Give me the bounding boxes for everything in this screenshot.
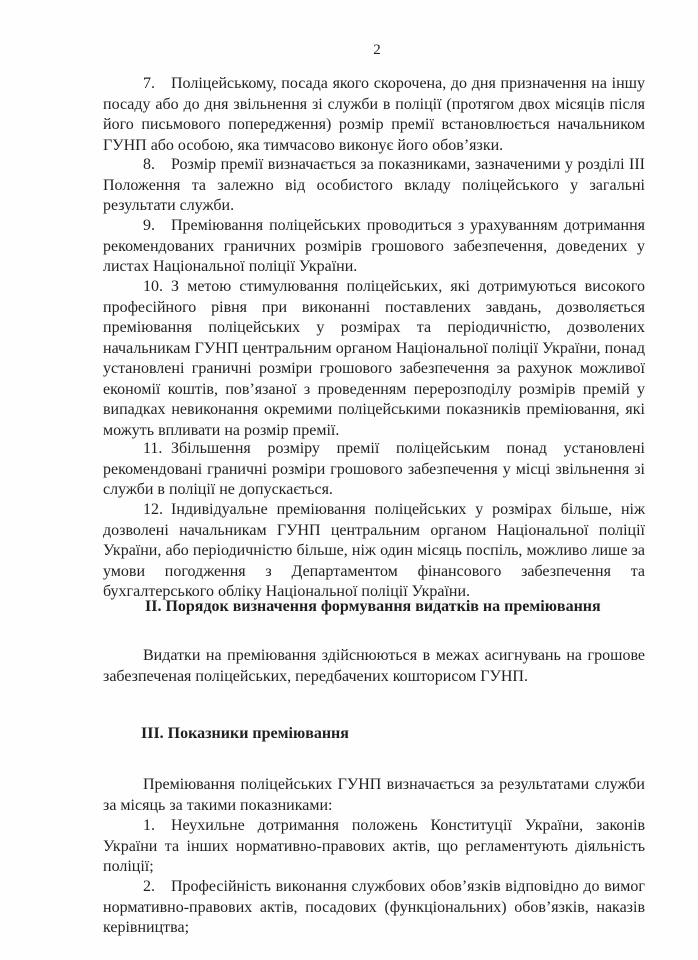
paragraph-item-7 [103,74,645,156]
section-3-intro: Преміювання поліцейських ГУНП визначається за результатами служби за місяць за такими показниками: [103,776,645,814]
section-2-heading: II. Порядок визначення формування видатків на преміювання [145,598,601,615]
paragraph-criterion-1 [103,816,645,878]
paragraph-item-12 [103,500,645,603]
item-text: Індивідуальне преміювання поліцейських у розмірах більше, ніж дозволені начальникам ГУНП центральним органом Національної поліції України, або періодичністю більше, ніж один місяць поспіль, можливо лише за умови погодження з Департаментом фінансового забезпечення та бухгалтерського обліку Національної поліції України. [103,501,645,600]
item-number: 7. [143,75,155,92]
section-3-heading: III. Показники преміювання [141,725,349,742]
item-number: 2. [143,878,155,895]
section-2-text: Видатки на преміювання здійснюються в межах асигнувань на грошове забезпеченая поліцейських, передбачених кошторисом ГУНП. [103,647,645,685]
item-number: 8. [143,156,155,173]
item-number: 11. [143,440,163,457]
item-text: Збільшення розміру премії поліцейським понад установлені рекомендовані граничні розміри грошового забезпечення у місці звільнення зі служби в поліції не допускається. [103,440,645,498]
item-number: 1. [143,817,155,834]
paragraph-item-9 [103,216,645,278]
item-number: 10. [143,278,163,295]
page-number: 2 [373,42,381,58]
paragraph-item-10 [103,277,645,441]
paragraph-item-11 [103,439,645,501]
item-number: 12. [143,501,163,518]
item-text: Поліцейському, посада якого скорочена, до дня призначення на іншу посаду або до дня звільнення зі служби в поліції (протягом двох місяців після його письмового попередження) розмір премії встановлюється начальником ГУНП або особою, яка тимчасово виконує його обов’язки. [103,75,645,154]
item-text: Преміювання поліцейських проводиться з урахуванням дотримання рекомендованих граничних розмірів грошового забезпечення, доведених у листах Національної поліції України. [103,217,645,275]
paragraph-item-8 [103,155,645,217]
item-number: 9. [143,217,155,234]
item-text: Розмір премії визначається за показниками, зазначеними у розділі III Положення та залежно від особистого вкладу поліцейського у загальні результати служби. [103,156,645,214]
item-text: Неухильне дотримання положень Конституції України, законів України та інших нормативно-правових актів, що регламентують діяльність поліції; [103,817,645,875]
item-text: З метою стимулювання поліцейських, які дотримуються високого професійного рівня при виконанні поставлених завдань, дозволяється преміювання поліцейських у розмірах та періодичністю, дозволених начальникам ГУНП центральним органом Національної поліції України, понад установлені граничні розміри грошового забезпечення за рахунок можливої економії коштів, пов’язаної з проведенням перерозподілу розмірів премій у випадках невиконання окремими поліцейськими показників преміювання, які можуть впливати на розмір премії. [103,278,645,439]
item-text: Професійність виконання службових обов’язків відповідно до вимог нормативно-правових актів, посадових (функціональних) обов’язків, наказів керівництва; [103,878,645,936]
paragraph-criterion-2 [103,877,645,939]
